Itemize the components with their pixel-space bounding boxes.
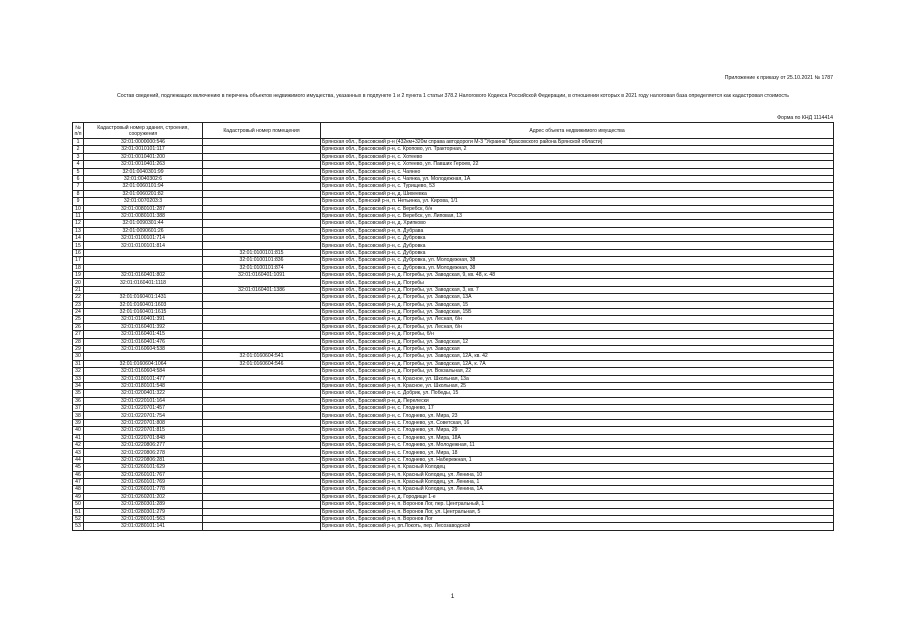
row-number: 2 <box>73 146 84 153</box>
table-row <box>73 146 834 153</box>
premises-cadastral-number <box>203 139 321 146</box>
premises-cadastral-number <box>203 168 321 175</box>
table-row <box>73 412 834 419</box>
table-row <box>73 331 834 338</box>
premises-cadastral-number <box>203 523 321 530</box>
premises-cadastral-number <box>203 427 321 434</box>
premises-cadastral-number <box>203 397 321 404</box>
building-cadastral-number: 32:01:0160401:415 <box>84 331 203 338</box>
table-row <box>73 397 834 404</box>
address: Брянская обл., Брасовский р-н, с. Веребск, б/н <box>321 205 834 212</box>
row-number: 20 <box>73 279 84 286</box>
building-cadastral-number: 32:01:0260101:769 <box>84 478 203 485</box>
address: Брянская обл., Брасовский р-н, с. Хотеево <box>321 153 834 160</box>
row-number: 3 <box>73 153 84 160</box>
building-cadastral-number: 32:01:0220806:277 <box>84 442 203 449</box>
row-number: 41 <box>73 434 84 441</box>
building-cadastral-number: 32:01:0010101:117 <box>84 146 203 153</box>
building-cadastral-number: 32:01:0220101:164 <box>84 397 203 404</box>
building-cadastral-number: 32:01:0280101:141 <box>84 523 203 530</box>
row-number: 21 <box>73 286 84 293</box>
table-row <box>73 286 834 293</box>
address: Брянская обл., Брасовский р-н, д. Погребы, ул. Заводская, 15 <box>321 301 834 308</box>
building-cadastral-number: 32:01:0180101:548 <box>84 382 203 389</box>
premises-cadastral-number <box>203 478 321 485</box>
address: Брянская обл., Брасовский р-н, д. Погребы, ул. Заводская, 12 <box>321 338 834 345</box>
table-row <box>73 161 834 168</box>
address: Брянская обл., Брасовский р-н, д. Погребы, ул. Заводская, 9, кв. 48, к. 48 <box>321 272 834 279</box>
row-number: 7 <box>73 183 84 190</box>
address: Брянская обл., Брасовский р-н, д. Погребы, ул. Заводская, 12А, к. 7А <box>321 360 834 367</box>
building-cadastral-number: 32:01:0080101:287 <box>84 205 203 212</box>
building-cadastral-number: 32:01:0160401:391 <box>84 316 203 323</box>
address: Брянская обл., Брасовский р-н, д. Погребы, ул. Заводская, 12А, кв. 42 <box>321 353 834 360</box>
row-number: 38 <box>73 412 84 419</box>
table-row <box>73 345 834 352</box>
address: Брянская обл., Брасовский р-н, с. Глоднево, ул. Мира, 18 <box>321 449 834 456</box>
premises-cadastral-number <box>203 153 321 160</box>
premises-cadastral-number <box>203 235 321 242</box>
row-number: 30 <box>73 353 84 360</box>
address: Брянская обл., Брасовский р-н, п. Воронов Лог <box>321 515 834 522</box>
building-cadastral-number: 32:01:0060201:82 <box>84 190 203 197</box>
row-number: 50 <box>73 501 84 508</box>
col-header-address: Адрес объекта недвижимого имущества <box>321 123 834 139</box>
table-row <box>73 434 834 441</box>
building-cadastral-number: 32:01:0160401:1603 <box>84 301 203 308</box>
table-row <box>73 338 834 345</box>
building-cadastral-number: 32:01:0160401:392 <box>84 323 203 330</box>
building-cadastral-number: 32:01:0090601:26 <box>84 227 203 234</box>
premises-cadastral-number <box>203 198 321 205</box>
building-cadastral-number: 32:01:0040301:99 <box>84 168 203 175</box>
building-cadastral-number: 32:01:0010401:200 <box>84 153 203 160</box>
address: Брянская обл., Брасовский р-н, д. Погребы, ул. Лесная, б/н <box>321 323 834 330</box>
premises-cadastral-number <box>203 294 321 301</box>
row-number: 27 <box>73 331 84 338</box>
table-row <box>73 205 834 212</box>
premises-cadastral-number <box>203 382 321 389</box>
premises-cadastral-number <box>203 331 321 338</box>
premises-cadastral-number <box>203 301 321 308</box>
address: Брянская обл., Брасовский р-н, с. Глоднево, ул. Молодежная, 11 <box>321 442 834 449</box>
premises-cadastral-number <box>203 227 321 234</box>
address: Брянская обл., Брасовский р-н, п. Воронов Лог, ул. Центральная, 5 <box>321 508 834 515</box>
appendix-note: Приложение к приказу от 25.10.2021 № 1787 <box>724 75 833 81</box>
building-cadastral-number: 32:01:0160401:1118 <box>84 279 203 286</box>
table-row <box>73 257 834 264</box>
row-number: 11 <box>73 212 84 219</box>
address: Брянская обл., Брасовский р-н, п. Красный Колодец, ул. Ленина, 1 <box>321 478 834 485</box>
row-number: 48 <box>73 486 84 493</box>
address: Брянская обл., Брасовский р-н, п. Красное, ул. Школьная, 25 <box>321 382 834 389</box>
building-cadastral-number: 32:01:0280301:289 <box>84 501 203 508</box>
premises-cadastral-number <box>203 183 321 190</box>
table-row <box>73 183 834 190</box>
premises-cadastral-number <box>203 464 321 471</box>
table-header-row <box>73 123 834 139</box>
premises-cadastral-number <box>203 338 321 345</box>
table-row <box>73 190 834 197</box>
table-row <box>73 375 834 382</box>
table-row <box>73 493 834 500</box>
address: Брянская обл., Брасовский р-н, п. Красный Колодец, ул. Ленина, 1А <box>321 486 834 493</box>
table-row <box>73 515 834 522</box>
address: Брянская обл., Брасовский р-н, д. Шихеевка <box>321 190 834 197</box>
address: Брянская обл., Брасовский р-н, д. Погребы, б/н <box>321 331 834 338</box>
row-number: 32 <box>73 368 84 375</box>
table-row <box>73 235 834 242</box>
table-row <box>73 368 834 375</box>
row-number: 47 <box>73 478 84 485</box>
premises-cadastral-number <box>203 368 321 375</box>
row-number: 29 <box>73 345 84 352</box>
address: Брянская обл., Брасовский р-н, п. Красный Колодец <box>321 464 834 471</box>
premises-cadastral-number: 32:01:0160401:1386 <box>203 286 321 293</box>
building-cadastral-number: 32:01:0220701:808 <box>84 419 203 426</box>
row-number: 36 <box>73 397 84 404</box>
address: Брянская обл., Брасовский р-н, с. Глоднево, ул. Мира, 23 <box>321 412 834 419</box>
premises-cadastral-number <box>203 212 321 219</box>
premises-cadastral-number: 32:01:0160604:541 <box>203 353 321 360</box>
table-row <box>73 294 834 301</box>
address: Брянская обл., Брасовский р-н, с. Чаянка, ул. Молодежная, 1А <box>321 175 834 182</box>
row-number: 33 <box>73 375 84 382</box>
address: Брянская обл., Брасовский р-н, рп.Локоть, пер. Лесозаводской <box>321 523 834 530</box>
row-number: 18 <box>73 264 84 271</box>
building-cadastral-number: 32:01:0100101:714 <box>84 235 203 242</box>
building-cadastral-number: 32:01:0160604:1064 <box>84 360 203 367</box>
address: Брянская обл., Брасовский р-н, с. Дубровка, ул. Молодежная, 38 <box>321 264 834 271</box>
row-number: 1 <box>73 139 84 146</box>
page-number: 1 <box>450 593 455 600</box>
row-number: 4 <box>73 161 84 168</box>
building-cadastral-number: 32:01:0160401:1615 <box>84 308 203 315</box>
table-row <box>73 264 834 271</box>
building-cadastral-number: 32:01:0200401:322 <box>84 390 203 397</box>
table-row <box>73 478 834 485</box>
building-cadastral-number: 32:01:0260201:202 <box>84 493 203 500</box>
row-number: 25 <box>73 316 84 323</box>
building-cadastral-number <box>84 353 203 360</box>
premises-cadastral-number <box>203 419 321 426</box>
table-row <box>73 427 834 434</box>
row-number: 15 <box>73 242 84 249</box>
row-number: 22 <box>73 294 84 301</box>
table-row <box>73 405 834 412</box>
table-row <box>73 153 834 160</box>
building-cadastral-number: 32:01:0160401:802 <box>84 272 203 279</box>
address: Брянская обл., Брасовский р-н, с. Глоднево, ул. Набережная, 1 <box>321 456 834 463</box>
building-cadastral-number: 32:01:0060101:94 <box>84 183 203 190</box>
premises-cadastral-number <box>203 515 321 522</box>
address: Брянская обл., Брасовский р-н, с. Турищево, 53 <box>321 183 834 190</box>
premises-cadastral-number <box>203 161 321 168</box>
premises-cadastral-number: 32:01:0100101:874 <box>203 264 321 271</box>
premises-cadastral-number <box>203 316 321 323</box>
building-cadastral-number: 32:01:0040302:6 <box>84 175 203 182</box>
building-cadastral-number: 32:01:0100101:814 <box>84 242 203 249</box>
row-number: 9 <box>73 198 84 205</box>
row-number: 40 <box>73 427 84 434</box>
premises-cadastral-number <box>203 486 321 493</box>
table-body <box>73 139 834 531</box>
address: Брянская обл., Брасовский р-н, д. Погребы, ул. Вокзальная, 22 <box>321 368 834 375</box>
table-row <box>73 279 834 286</box>
building-cadastral-number: 32:01:0160401:476 <box>84 338 203 345</box>
building-cadastral-number: 32:01:0280301:279 <box>84 508 203 515</box>
row-number: 26 <box>73 323 84 330</box>
building-cadastral-number: 32:01:0160604:538 <box>84 345 203 352</box>
address: Брянская обл., Брасовский р-н, п. Красный Колодец, ул. Ленина, 10 <box>321 471 834 478</box>
table-row <box>73 501 834 508</box>
building-cadastral-number: 32:01:0080101:388 <box>84 212 203 219</box>
row-number: 37 <box>73 405 84 412</box>
premises-cadastral-number <box>203 508 321 515</box>
table-row <box>73 419 834 426</box>
table-row <box>73 168 834 175</box>
row-number: 34 <box>73 382 84 389</box>
premises-cadastral-number <box>203 449 321 456</box>
col-header-premises-cadastral: Кадастровый номер помещения <box>203 123 321 139</box>
table-row <box>73 456 834 463</box>
table-row <box>73 323 834 330</box>
table-row <box>73 471 834 478</box>
premises-cadastral-number <box>203 242 321 249</box>
table-row <box>73 198 834 205</box>
row-number: 53 <box>73 523 84 530</box>
building-cadastral-number: 32:01:0220701:457 <box>84 405 203 412</box>
building-cadastral-number: 32:01:0280101:563 <box>84 515 203 522</box>
address: Брянская обл., Брасовский р-н, д. Погребы, ул. Заводская, 3, кв. 7 <box>321 286 834 293</box>
premises-cadastral-number <box>203 146 321 153</box>
premises-cadastral-number <box>203 220 321 227</box>
form-code: Форма по КНД 1114414 <box>777 115 833 121</box>
table-row <box>73 227 834 234</box>
table-row <box>73 220 834 227</box>
premises-cadastral-number <box>203 190 321 197</box>
row-number: 13 <box>73 227 84 234</box>
row-number: 45 <box>73 464 84 471</box>
table-row <box>73 449 834 456</box>
table-row <box>73 523 834 530</box>
table-row <box>73 353 834 360</box>
table-row <box>73 242 834 249</box>
address: Брянская обл., Брасовский р-н, д. Городище 1-е <box>321 493 834 500</box>
building-cadastral-number <box>84 257 203 264</box>
address: Брянская обл., Брасовский р-н, с. Добрик, ул. Победы, 15 <box>321 390 834 397</box>
premises-cadastral-number <box>203 323 321 330</box>
row-number: 8 <box>73 190 84 197</box>
col-header-number: № п/п <box>73 123 84 139</box>
premises-cadastral-number <box>203 405 321 412</box>
row-number: 43 <box>73 449 84 456</box>
premises-cadastral-number: 32:01:0100101:815 <box>203 249 321 256</box>
address: Брянская обл., Брасовский р-н, д. Погребы, ул. Заводская, 13А <box>321 294 834 301</box>
building-cadastral-number: 32:01:0000000:546 <box>84 139 203 146</box>
address: Брянская обл., Брасовский р-н, с. Глоднево, ул. Мира, 18А <box>321 434 834 441</box>
address: Брянская обл., Брасовский р-н (432км+320м справа автодороги М-3 "Украина" Брасовского района Брянской области) <box>321 139 834 146</box>
row-number: 14 <box>73 235 84 242</box>
table-row <box>73 249 834 256</box>
table-row <box>73 212 834 219</box>
row-number: 31 <box>73 360 84 367</box>
row-number: 16 <box>73 249 84 256</box>
premises-cadastral-number <box>203 412 321 419</box>
building-cadastral-number: 32:01:0260101:778 <box>84 486 203 493</box>
premises-cadastral-number <box>203 471 321 478</box>
building-cadastral-number: 32:01:0070203:3 <box>84 198 203 205</box>
row-number: 17 <box>73 257 84 264</box>
document-title: Состав сведений, подлежащих включению в перечень объектов недвижимого имущества, указанных в подпункте 1 и 2 пункта 1 статьи 378.2 Налогового Кодекса Российской Федерации, в отношении которых в 2021 году налоговая база определяется как кадастровая стоимость <box>116 93 790 99</box>
premises-cadastral-number <box>203 442 321 449</box>
row-number: 19 <box>73 272 84 279</box>
building-cadastral-number <box>84 249 203 256</box>
address: Брянская обл., Брасовский р-н, д. Погребы <box>321 279 834 286</box>
table-row <box>73 272 834 279</box>
premises-cadastral-number <box>203 308 321 315</box>
row-number: 23 <box>73 301 84 308</box>
row-number: 42 <box>73 442 84 449</box>
address: Брянская обл., Брасовский р-н, с. Дубровка <box>321 249 834 256</box>
col-header-building-cadastral: Кадастровый номер здания, строения, сооружения <box>84 123 203 139</box>
row-number: 52 <box>73 515 84 522</box>
building-cadastral-number: 32:01:0160401:1431 <box>84 294 203 301</box>
row-number: 44 <box>73 456 84 463</box>
address: Брянская обл., Брасовский р-н, п. Дубрава <box>321 227 834 234</box>
address: Брянская обл., Брасовский р-н, с. Чаянно <box>321 168 834 175</box>
address: Брянская обл., Брасовский р-н, д. Погребы, ул. Лесная, б/н <box>321 316 834 323</box>
address: Брянская обл., Брасовский р-н, д. Погребы, ул. Заводская <box>321 345 834 352</box>
row-number: 46 <box>73 471 84 478</box>
table-row <box>73 442 834 449</box>
building-cadastral-number: 32:01:0180101:477 <box>84 375 203 382</box>
building-cadastral-number: 32:01:0220806:281 <box>84 456 203 463</box>
row-number: 12 <box>73 220 84 227</box>
row-number: 24 <box>73 308 84 315</box>
building-cadastral-number: 32:01:0260101:767 <box>84 471 203 478</box>
premises-cadastral-number <box>203 279 321 286</box>
address: Брянская обл., Брасовский р-н, с. Кропово, ул. Тракторная, 2 <box>321 146 834 153</box>
address: Брянская обл., Брасовский р-н, с. Дубровка, ул. Молодежная, 38 <box>321 257 834 264</box>
address: Брянская обл., Брасовский р-н, с. Дубровка <box>321 242 834 249</box>
address: Брянская обл., Брасовский р-н, д. Хрипково <box>321 220 834 227</box>
address: Брянская обл., Брасовский р-н, с. Глоднево, ул. Советская, 16 <box>321 419 834 426</box>
premises-cadastral-number <box>203 345 321 352</box>
row-number: 10 <box>73 205 84 212</box>
table-row <box>73 308 834 315</box>
premises-cadastral-number <box>203 493 321 500</box>
building-cadastral-number: 32:01:0220701:754 <box>84 412 203 419</box>
table-row <box>73 382 834 389</box>
row-number: 5 <box>73 168 84 175</box>
row-number: 35 <box>73 390 84 397</box>
premises-cadastral-number <box>203 434 321 441</box>
table-row <box>73 139 834 146</box>
address: Брянская обл., Брасовский р-н, с. Дубровка <box>321 235 834 242</box>
building-cadastral-number <box>84 264 203 271</box>
building-cadastral-number: 32:01:0160604:584 <box>84 368 203 375</box>
address: Брянская обл., Брасовский р-н, с. Глоднево, ул. Мира, 29 <box>321 427 834 434</box>
row-number: 39 <box>73 419 84 426</box>
property-table <box>72 122 834 531</box>
table-row <box>73 390 834 397</box>
building-cadastral-number: 32:01:0220701:815 <box>84 427 203 434</box>
address: Брянская обл., Брасовский р-н, с. Веребск, ул. Липовая, 13 <box>321 212 834 219</box>
row-number: 49 <box>73 493 84 500</box>
premises-cadastral-number: 32:01:0160401:1091 <box>203 272 321 279</box>
address: Брянская обл., Брасовский р-н, д. Перелески <box>321 397 834 404</box>
row-number: 51 <box>73 508 84 515</box>
premises-cadastral-number <box>203 390 321 397</box>
building-cadastral-number: 32:01:0220806:278 <box>84 449 203 456</box>
address: Брянская обл., Брасовский р-н, с. Хотеево, ул. Павших Героев, 22 <box>321 161 834 168</box>
table-row <box>73 316 834 323</box>
building-cadastral-number <box>84 286 203 293</box>
building-cadastral-number: 32:01:0010401:263 <box>84 161 203 168</box>
building-cadastral-number: 32:01:0220701:848 <box>84 434 203 441</box>
address: Брянская обл., Брасовский р-н, д. Погребы, ул. Заводская, 15Б <box>321 308 834 315</box>
address: Брянская обл., Брасовский р-н, с. Глоднево, 17 <box>321 405 834 412</box>
table-row <box>73 508 834 515</box>
row-number: 28 <box>73 338 84 345</box>
premises-cadastral-number <box>203 375 321 382</box>
row-number: 6 <box>73 175 84 182</box>
premises-cadastral-number <box>203 175 321 182</box>
table-row <box>73 486 834 493</box>
building-cadastral-number: 32:01:0260101:629 <box>84 464 203 471</box>
table-row <box>73 464 834 471</box>
premises-cadastral-number: 32:01:0160604:546 <box>203 360 321 367</box>
building-cadastral-number: 32:01:0090301:44 <box>84 220 203 227</box>
table-row <box>73 175 834 182</box>
premises-cadastral-number: 32:01:0100101:836 <box>203 257 321 264</box>
address: Брянская обл., Брасовский р-н, п. Красное, ул. Школьная, 13а <box>321 375 834 382</box>
table-row <box>73 301 834 308</box>
address: Брянская обл., Брасовский р-н, п. Воронов Лог, пер. Центральный, 1 <box>321 501 834 508</box>
premises-cadastral-number <box>203 501 321 508</box>
table-row <box>73 360 834 367</box>
premises-cadastral-number <box>203 456 321 463</box>
address: Брянская обл., Брянский р-н, п. Нетьинка, ул. Кирова, 1/1 <box>321 198 834 205</box>
premises-cadastral-number <box>203 205 321 212</box>
